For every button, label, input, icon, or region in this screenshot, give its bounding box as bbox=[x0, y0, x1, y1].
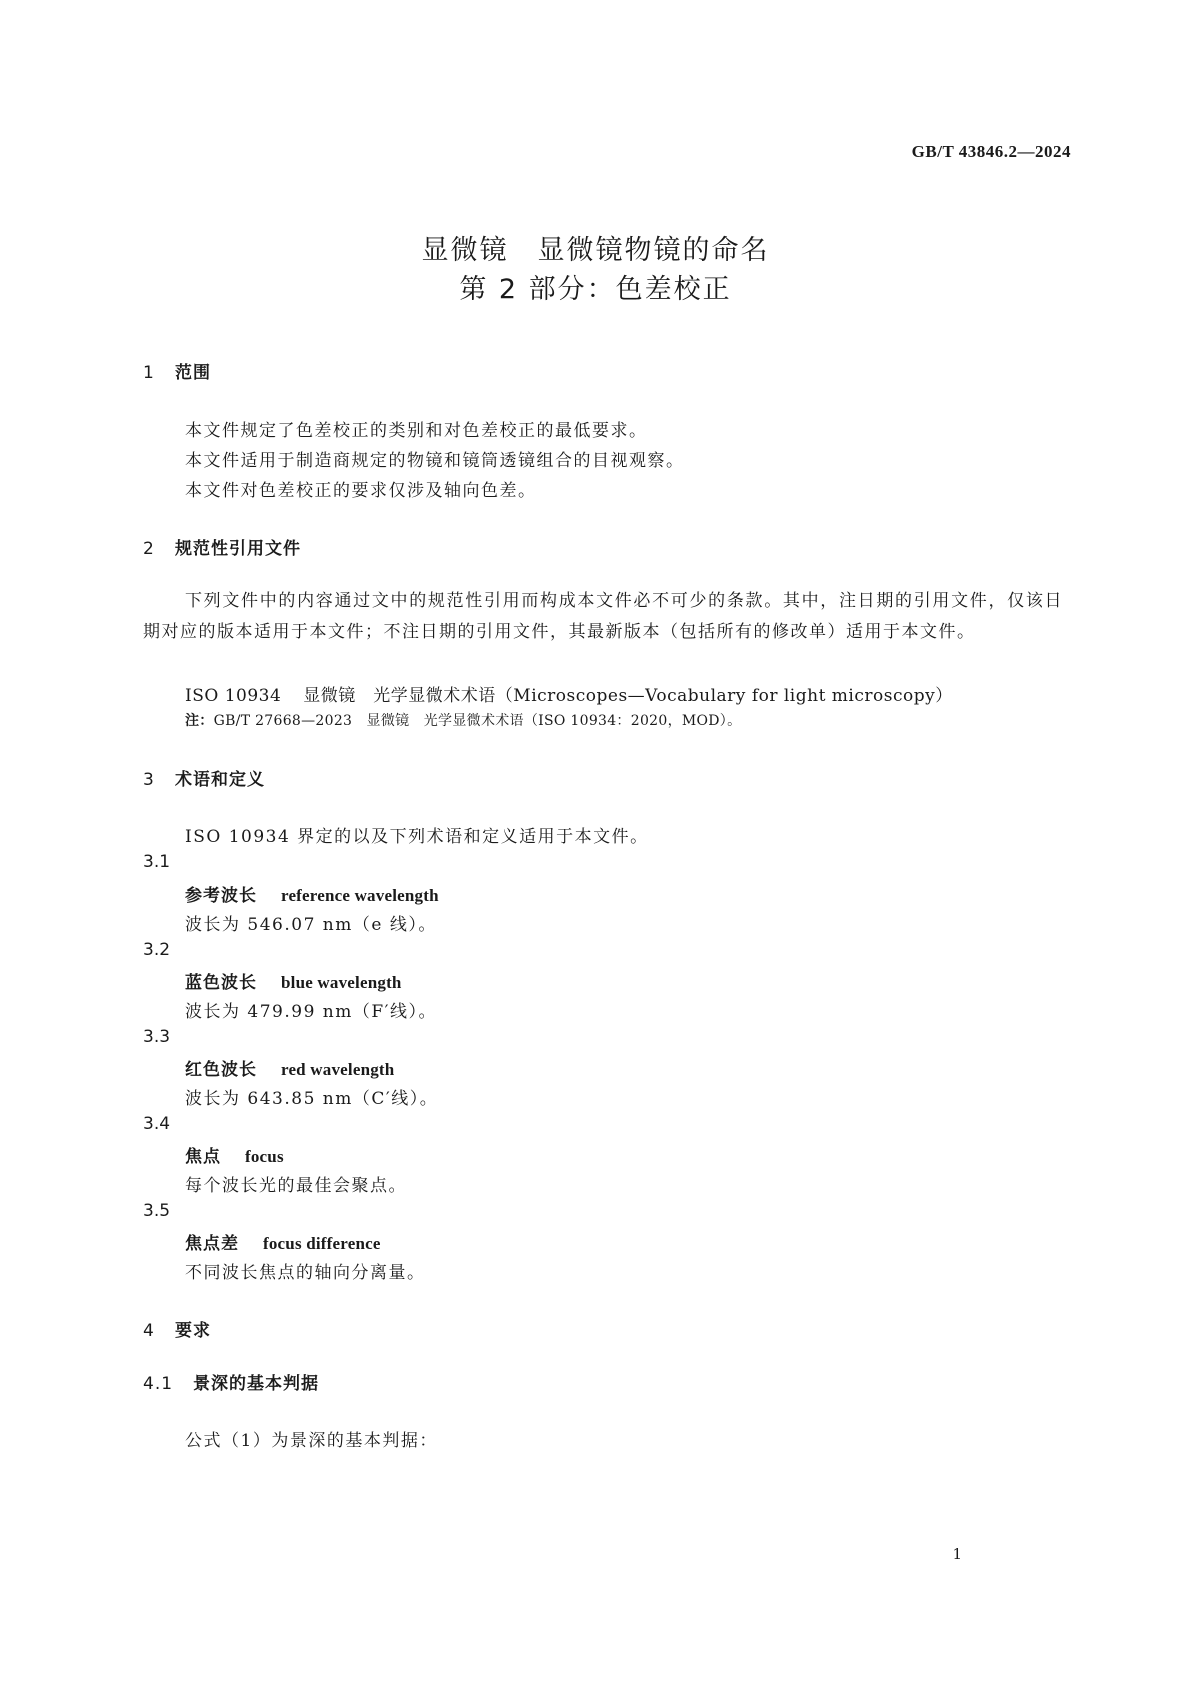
subsection-4-1-heading bbox=[143, 1369, 319, 1394]
section-title: 要求 bbox=[175, 1321, 211, 1341]
document-title-line-1: 显微镜 显微镜物镜的命名 bbox=[421, 235, 770, 266]
subsection-number: 4.1 bbox=[143, 1374, 174, 1394]
section-2-heading bbox=[143, 534, 301, 559]
term-name bbox=[185, 881, 439, 906]
term-chinese: 参考波长 bbox=[185, 886, 257, 906]
term-definition: 每个波长光的最佳会聚点。 bbox=[185, 1176, 407, 1196]
normative-reference bbox=[185, 681, 953, 706]
term-definition: 不同波长焦点的轴向分离量。 bbox=[185, 1263, 426, 1283]
section-number: 3 bbox=[143, 770, 155, 790]
section-number: 4 bbox=[143, 1321, 155, 1341]
term-chinese: 红色波长 bbox=[185, 1060, 257, 1080]
scope-paragraph: 本文件适用于制造商规定的物镜和镜筒透镜组合的目视观察。 bbox=[185, 451, 685, 471]
term-name bbox=[185, 1142, 284, 1167]
section-title: 范围 bbox=[175, 363, 211, 383]
term-english: reference wavelength bbox=[281, 886, 439, 905]
note-label: 注： bbox=[185, 713, 214, 729]
term-english: blue wavelength bbox=[281, 973, 402, 992]
scope-paragraph: 本文件规定了色差校正的类别和对色差校正的最低要求。 bbox=[185, 421, 648, 441]
section-3-heading bbox=[143, 765, 265, 790]
term-name bbox=[185, 968, 402, 993]
subsection-title: 景深的基本判据 bbox=[193, 1374, 319, 1394]
section-number: 1 bbox=[143, 363, 155, 383]
term-definition: 波长为 479.99 nm（F′线）。 bbox=[185, 1002, 438, 1022]
term-definition: 波长为 643.85 nm（C′线）。 bbox=[185, 1089, 439, 1109]
normative-paragraph: 下列文件中的内容通过文中的规范性引用而构成本文件必不可少的条款。其中，注日期的引用文件，仅该日期对应的版本适用于本文件；不注日期的引用文件，其最新版本（包括所有的修改单）适用于本文件。 bbox=[143, 591, 1063, 642]
term-english: focus difference bbox=[263, 1234, 381, 1253]
term-english: focus bbox=[245, 1147, 284, 1166]
term-chinese: 焦点差 bbox=[185, 1234, 239, 1254]
term-number: 3.1 bbox=[143, 852, 171, 872]
term-number: 3.5 bbox=[143, 1201, 171, 1221]
terms-intro: ISO 10934 界定的以及下列术语和定义适用于本文件。 bbox=[185, 827, 649, 847]
document-title-line-2: 第 2 部分：色差校正 bbox=[459, 274, 732, 305]
term-number: 3.3 bbox=[143, 1027, 171, 1047]
requirements-paragraph: 公式（1）为景深的基本判据： bbox=[185, 1431, 438, 1451]
term-name bbox=[185, 1229, 381, 1254]
term-chinese: 蓝色波长 bbox=[185, 973, 257, 993]
reference-title: 显微镜 光学显微术术语（Microscopes—Vocabulary for light microscopy） bbox=[303, 686, 953, 706]
scope-paragraph: 本文件对色差校正的要求仅涉及轴向色差。 bbox=[185, 481, 537, 501]
section-title: 术语和定义 bbox=[175, 770, 265, 790]
section-4-heading bbox=[143, 1316, 211, 1341]
reference-note bbox=[185, 710, 741, 730]
note-text: GB/T 27668—2023 显微镜 光学显微术术语（ISO 10934：2020，MOD）。 bbox=[213, 713, 742, 729]
term-name bbox=[185, 1055, 394, 1080]
page-number: 1 bbox=[952, 1545, 962, 1563]
reference-code: ISO 10934 bbox=[185, 686, 282, 706]
section-number: 2 bbox=[143, 539, 155, 559]
standard-number: GB/T 43846.2—2024 bbox=[911, 142, 1071, 161]
term-number: 3.4 bbox=[143, 1114, 171, 1134]
term-definition: 波长为 546.07 nm（e 线）。 bbox=[185, 915, 437, 935]
term-english: red wavelength bbox=[281, 1060, 395, 1079]
section-1-heading bbox=[143, 358, 211, 383]
term-number: 3.2 bbox=[143, 940, 171, 960]
term-chinese: 焦点 bbox=[185, 1147, 221, 1167]
section-title: 规范性引用文件 bbox=[175, 539, 301, 559]
